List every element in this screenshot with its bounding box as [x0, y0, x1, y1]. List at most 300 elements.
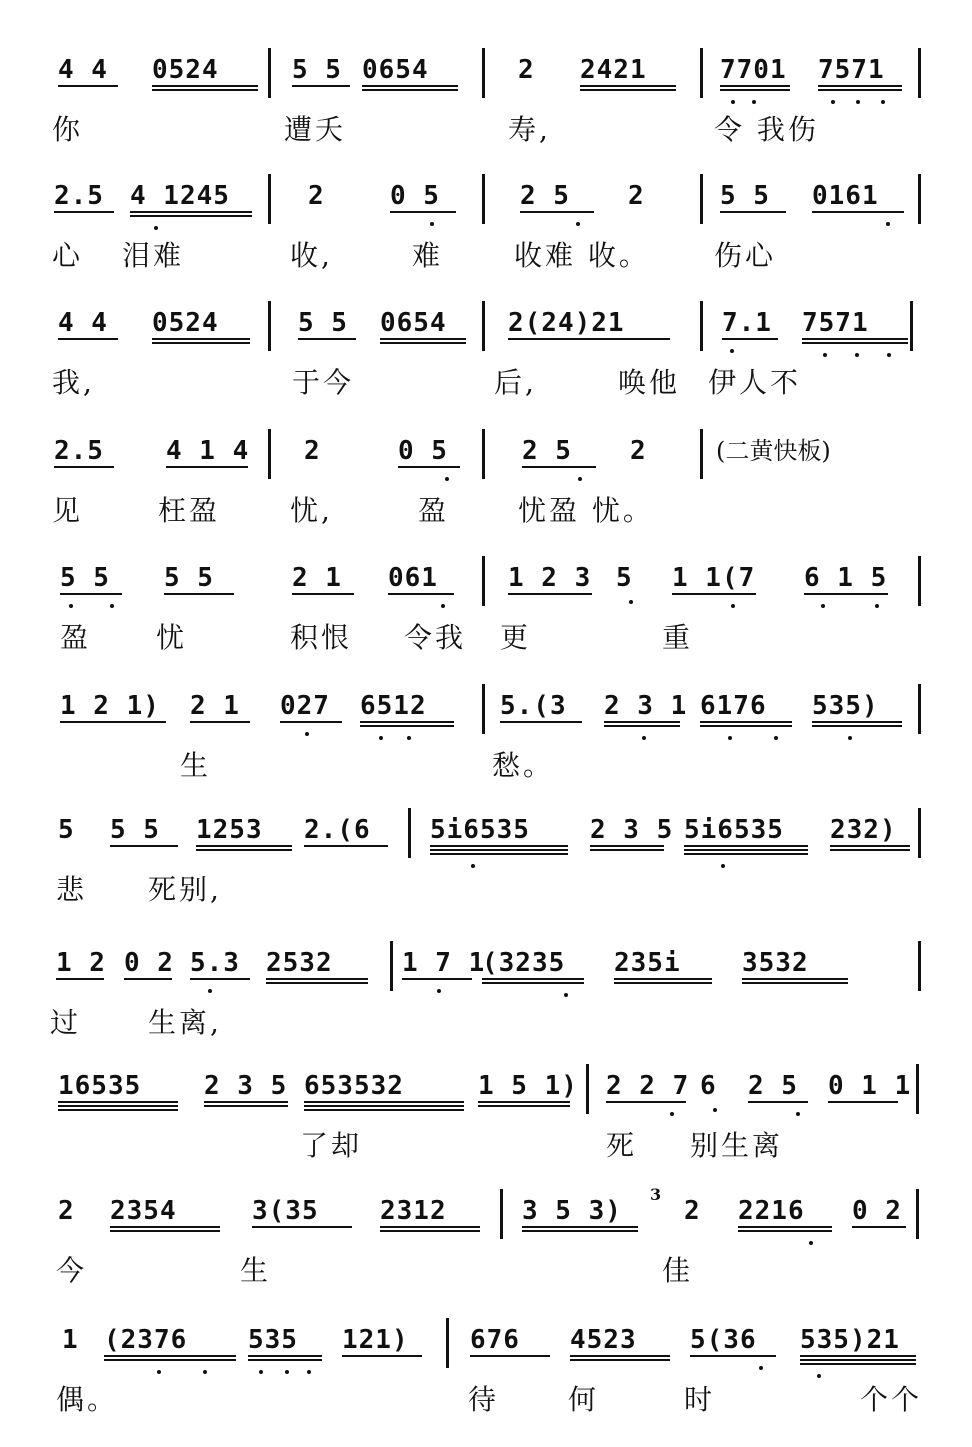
- lyric-text: 积恨: [290, 621, 353, 654]
- note-text: 2: [304, 436, 321, 466]
- beam-line: [362, 85, 458, 87]
- octave-dot: [154, 226, 158, 230]
- beam-line: [570, 1355, 670, 1357]
- beam-line: [58, 85, 118, 87]
- note-group: [482, 945, 584, 981]
- lyric-text: 遭夭: [284, 113, 347, 146]
- barline: [268, 429, 271, 479]
- note-group: [248, 1322, 322, 1358]
- note-group: [342, 1322, 422, 1358]
- octave-dot: [445, 477, 449, 481]
- beam-line: [580, 85, 676, 87]
- note-text: (3235: [482, 948, 566, 978]
- beam-line: [812, 721, 902, 723]
- note-text: 121): [342, 1325, 409, 1355]
- note-group: [616, 560, 642, 596]
- beam-line: [614, 982, 712, 984]
- notation-line: [0, 1068, 972, 1104]
- note-text: 2: [628, 181, 645, 211]
- note-text: 7701: [720, 55, 787, 85]
- octave-dot: [875, 604, 879, 608]
- barline: [268, 174, 271, 224]
- note-text: 5 5: [164, 563, 214, 593]
- beam-line: [130, 211, 252, 213]
- beam-line: [672, 593, 756, 595]
- notation-line: [0, 178, 972, 214]
- note-text: 0161: [812, 181, 879, 211]
- note-text: 061: [388, 563, 438, 593]
- octave-dot: [670, 1112, 674, 1116]
- barline: [482, 174, 485, 224]
- octave-dot: [69, 604, 73, 608]
- lyric-text: 何: [568, 1383, 600, 1416]
- note-text: 5: [58, 815, 75, 845]
- beam-line: [54, 466, 114, 468]
- octave-dot: [823, 353, 827, 357]
- note-text: 2 5: [520, 181, 570, 211]
- beam-line: [742, 978, 848, 980]
- lyric-text: 死别,: [148, 873, 222, 906]
- note-text: 0 1 1: [828, 1071, 912, 1101]
- note-group: [266, 945, 368, 981]
- note-text: 3532: [742, 948, 809, 978]
- note-group: [630, 433, 656, 469]
- note-group: [614, 945, 712, 981]
- beam-line: [522, 1226, 638, 1228]
- note-group: [690, 1322, 776, 1358]
- octave-dot: [157, 1370, 161, 1374]
- note-group: [380, 1193, 480, 1229]
- note-group: [280, 688, 342, 724]
- note-text: 4 1 4: [166, 436, 250, 466]
- note-text: 027: [280, 691, 330, 721]
- octave-dot: [259, 1370, 263, 1374]
- grace-note: 3: [650, 1185, 662, 1204]
- lyric-text: 忧: [156, 621, 188, 654]
- beam-line: [690, 1355, 776, 1357]
- beam-line: [130, 215, 252, 217]
- lyric-text: 收难 收。: [514, 239, 650, 272]
- beam-line: [818, 85, 902, 87]
- note-text: 0 5: [390, 181, 440, 211]
- note-group: [700, 1068, 726, 1104]
- beam-line: [58, 1101, 178, 1103]
- lyric-text: 伊人不: [708, 366, 802, 399]
- beam-line: [852, 1226, 906, 1228]
- note-group: [606, 1068, 690, 1104]
- note-group: [54, 433, 114, 469]
- beam-line: [110, 845, 178, 847]
- lyric-text: 令 我伤: [714, 113, 819, 146]
- note-group: [298, 305, 356, 341]
- octave-dot: [752, 100, 756, 104]
- note-group: [58, 305, 118, 341]
- beam-line: [304, 845, 388, 847]
- note-group: [818, 52, 902, 88]
- beam-line: [508, 593, 592, 595]
- note-group: [104, 1322, 236, 1358]
- note-group: [500, 688, 582, 724]
- note-group: [628, 178, 654, 214]
- beam-line: [58, 1109, 178, 1111]
- beam-line: [800, 1363, 916, 1365]
- note-group: [308, 178, 334, 214]
- note-text: 2 5: [748, 1071, 798, 1101]
- beam-line: [402, 978, 472, 980]
- note-text: 6176: [700, 691, 767, 721]
- beam-line: [196, 845, 292, 847]
- note-group: [388, 560, 454, 596]
- beam-line: [110, 1230, 220, 1232]
- beam-line: [478, 1105, 570, 1107]
- barline: [586, 1064, 589, 1114]
- barline: [408, 808, 411, 858]
- note-text: 2: [518, 55, 535, 85]
- note-group: [470, 1322, 550, 1358]
- note-text: 5i6535: [430, 815, 530, 845]
- note-text: 0 2: [124, 948, 174, 978]
- beam-line: [720, 89, 790, 91]
- octave-dot: [730, 349, 734, 353]
- notation-line: [0, 52, 972, 88]
- octave-dot: [817, 1374, 821, 1378]
- note-group: [190, 688, 250, 724]
- note-text: (2376: [104, 1325, 188, 1355]
- note-group: [166, 433, 248, 469]
- beam-line: [380, 338, 466, 340]
- note-group: [684, 812, 808, 848]
- note-group: [204, 1068, 288, 1104]
- beam-line: [60, 593, 122, 595]
- note-group: [58, 812, 84, 848]
- lyric-text: 佳: [662, 1254, 694, 1287]
- octave-dot: [856, 100, 860, 104]
- beam-line: [738, 1226, 832, 1228]
- octave-dot: [578, 477, 582, 481]
- notation-line: [0, 812, 972, 848]
- note-text: 5 5: [60, 563, 110, 593]
- tempo-marking: (二黄快板): [716, 437, 831, 465]
- barline: [482, 301, 485, 351]
- beam-line: [60, 721, 166, 723]
- beam-line: [818, 89, 902, 91]
- barline: [918, 684, 921, 734]
- notation-line: [0, 688, 972, 724]
- lyric-text: 生离,: [148, 1006, 222, 1039]
- note-group: [802, 305, 908, 341]
- note-group: [362, 52, 458, 88]
- lyric-text: 别生离: [690, 1129, 784, 1162]
- lyric-text: 愁。: [492, 749, 555, 782]
- octave-dot: [731, 604, 735, 608]
- beam-line: [802, 338, 908, 340]
- lyric-text: 心: [52, 239, 84, 272]
- barline: [918, 174, 921, 224]
- beam-line: [104, 1355, 236, 1357]
- note-group: [570, 1322, 670, 1358]
- beam-line: [398, 466, 460, 468]
- octave-dot: [759, 1366, 763, 1370]
- note-text: 2354: [110, 1196, 177, 1226]
- note-group: [56, 945, 104, 981]
- beam-line: [54, 211, 114, 213]
- beam-line: [342, 1355, 422, 1357]
- beam-line: [604, 721, 680, 723]
- note-text: 2.5: [54, 181, 104, 211]
- note-text: 3(35: [252, 1196, 319, 1226]
- beam-line: [684, 845, 808, 847]
- beam-line: [304, 1109, 464, 1111]
- note-text: 2421: [580, 55, 647, 85]
- note-text: 0524: [152, 55, 219, 85]
- beam-line: [190, 721, 250, 723]
- beam-line: [266, 982, 368, 984]
- note-text: 2: [684, 1196, 701, 1226]
- beam-line: [152, 85, 258, 87]
- note-text: 4 4: [58, 55, 108, 85]
- barline: [918, 556, 921, 606]
- beam-line: [164, 593, 234, 595]
- note-group: [62, 1322, 88, 1358]
- note-group: [292, 52, 350, 88]
- beam-line: [390, 211, 456, 213]
- note-text: 2 3 5: [590, 815, 674, 845]
- note-text: 232): [830, 815, 897, 845]
- note-group: [748, 1068, 808, 1104]
- beam-line: [204, 1101, 288, 1103]
- beam-line: [830, 845, 910, 847]
- lyric-text: 了却: [300, 1129, 363, 1162]
- beam-line: [828, 1101, 898, 1103]
- beam-line: [482, 982, 584, 984]
- octave-dot: [629, 600, 633, 604]
- beam-line: [830, 849, 910, 851]
- lyric-text: 于今: [292, 366, 355, 399]
- barline: [446, 1318, 449, 1368]
- note-group: [518, 52, 544, 88]
- barline: [918, 941, 921, 991]
- note-text: 535): [812, 691, 879, 721]
- beam-line: [360, 721, 454, 723]
- note-text: 2.5: [54, 436, 104, 466]
- note-group: [360, 688, 454, 724]
- octave-dot: [471, 864, 475, 868]
- beam-line: [380, 342, 466, 344]
- lyric-text: 收,: [290, 239, 333, 272]
- note-text: 5i6535: [684, 815, 784, 845]
- note-text: 6512: [360, 691, 427, 721]
- beam-line: [470, 1355, 550, 1357]
- note-group: [54, 178, 114, 214]
- octave-dot: [855, 353, 859, 357]
- note-text: 5 5: [720, 181, 770, 211]
- note-group: [478, 1068, 578, 1104]
- beam-line: [570, 1359, 670, 1361]
- note-group: [672, 560, 756, 596]
- beam-line: [430, 845, 568, 847]
- note-group: [852, 1193, 906, 1229]
- note-text: 2 2 7: [606, 1071, 690, 1101]
- beam-line: [722, 338, 778, 340]
- beam-line: [580, 89, 676, 91]
- note-group: [722, 305, 778, 341]
- octave-dot: [203, 1370, 207, 1374]
- note-text: 2 1: [190, 691, 240, 721]
- octave-dot: [848, 736, 852, 740]
- note-group: [190, 945, 250, 981]
- note-group: [738, 1193, 832, 1229]
- note-group: [130, 178, 252, 214]
- lyric-text: 我,: [52, 366, 95, 399]
- note-group: [828, 1068, 912, 1104]
- octave-dot: [307, 1370, 311, 1374]
- note-text: 2(24)21: [508, 308, 625, 338]
- beam-line: [604, 725, 680, 727]
- beam-line: [292, 593, 354, 595]
- note-text: 0654: [380, 308, 447, 338]
- beam-line: [124, 978, 172, 980]
- barline: [700, 48, 703, 98]
- beam-line: [58, 338, 118, 340]
- note-text: 7.1: [722, 308, 772, 338]
- barline: [268, 48, 271, 98]
- octave-dot: [285, 1370, 289, 1374]
- note-text: 5 5: [292, 55, 342, 85]
- octave-dot: [886, 222, 890, 226]
- barline: [700, 174, 703, 224]
- note-text: 4523: [570, 1325, 637, 1355]
- note-group: [804, 560, 888, 596]
- note-group: [580, 52, 676, 88]
- note-group: [380, 305, 466, 341]
- barline: [916, 1064, 919, 1114]
- lyric-text: 时: [684, 1383, 716, 1416]
- note-text: 2 3 5: [204, 1071, 288, 1101]
- beam-line: [204, 1105, 288, 1107]
- barline: [918, 48, 921, 98]
- octave-dot: [407, 736, 411, 740]
- notation-line: [0, 1193, 972, 1229]
- barline: [390, 941, 393, 991]
- note-group: [152, 305, 250, 341]
- beam-line: [280, 721, 342, 723]
- beam-line: [430, 849, 568, 851]
- lyric-text: 枉盈: [158, 494, 221, 527]
- beam-line: [800, 1359, 916, 1361]
- octave-dot: [728, 736, 732, 740]
- beam-line: [360, 725, 454, 727]
- octave-dot: [110, 604, 114, 608]
- octave-dot: [713, 1108, 717, 1112]
- lyric-text: 盈: [60, 621, 92, 654]
- octave-dot: [441, 604, 445, 608]
- note-group: [522, 1193, 638, 1229]
- note-group: [742, 945, 848, 981]
- lyric-text: 偶。: [56, 1383, 119, 1416]
- note-text: 5(36: [690, 1325, 757, 1355]
- octave-dot: [821, 604, 825, 608]
- beam-line: [482, 978, 584, 980]
- beam-line: [802, 342, 908, 344]
- note-group: [304, 1068, 464, 1104]
- note-group: [124, 945, 172, 981]
- note-group: [430, 812, 568, 848]
- note-text: 5: [616, 563, 633, 593]
- note-group: [812, 178, 904, 214]
- lyric-text: 寿,: [508, 113, 551, 146]
- note-group: [720, 52, 790, 88]
- beam-line: [500, 721, 582, 723]
- note-text: 5.(3: [500, 691, 567, 721]
- beam-line: [190, 978, 250, 980]
- octave-dot: [809, 1241, 813, 1245]
- note-text: 4 1245: [130, 181, 230, 211]
- beam-line: [362, 89, 458, 91]
- note-text: 653532: [304, 1071, 404, 1101]
- octave-dot: [887, 353, 891, 357]
- note-group: [398, 433, 460, 469]
- beam-line: [152, 342, 250, 344]
- note-text: 1: [62, 1325, 79, 1355]
- note-text: 2.(6: [304, 815, 371, 845]
- note-text: 16535: [58, 1071, 142, 1101]
- beam-line: [590, 849, 664, 851]
- note-text: 1 2 3: [508, 563, 592, 593]
- notation-line: [0, 305, 972, 341]
- note-text: 2 5: [522, 436, 572, 466]
- note-text: 2 1: [292, 563, 342, 593]
- beam-line: [742, 982, 848, 984]
- note-group: [58, 52, 118, 88]
- beam-line: [380, 1226, 480, 1228]
- note-group: [196, 812, 292, 848]
- note-group: [590, 812, 674, 848]
- note-text: 6 1 5: [804, 563, 888, 593]
- beam-line: [304, 1101, 464, 1103]
- beam-line: [56, 978, 104, 980]
- lyric-text: 生: [180, 749, 212, 782]
- lyric-text: 后,: [494, 366, 537, 399]
- barline: [268, 301, 271, 351]
- beam-line: [700, 725, 792, 727]
- note-text: 2312: [380, 1196, 447, 1226]
- beam-line: [812, 725, 902, 727]
- note-text: 0524: [152, 308, 219, 338]
- beam-line: [58, 1105, 178, 1107]
- barline: [482, 684, 485, 734]
- barline: [482, 556, 485, 606]
- beam-line: [248, 1355, 322, 1357]
- beam-line: [152, 89, 258, 91]
- note-group: [58, 1193, 84, 1229]
- note-group: [520, 178, 594, 214]
- lyric-text: 个个: [860, 1383, 923, 1416]
- note-group: [402, 945, 486, 981]
- octave-dot: [796, 1112, 800, 1116]
- note-text: 5 5: [110, 815, 160, 845]
- lyric-text: 生: [240, 1254, 272, 1287]
- beam-line: [738, 1230, 832, 1232]
- note-group: [110, 812, 178, 848]
- lyric-text: 泪难: [122, 239, 185, 272]
- lyric-text: 你: [52, 113, 84, 146]
- barline: [918, 808, 921, 858]
- notation-line: [0, 945, 972, 981]
- beam-line: [196, 849, 292, 851]
- note-text: 1 2 1): [60, 691, 160, 721]
- octave-dot: [642, 736, 646, 740]
- note-group: [522, 433, 596, 469]
